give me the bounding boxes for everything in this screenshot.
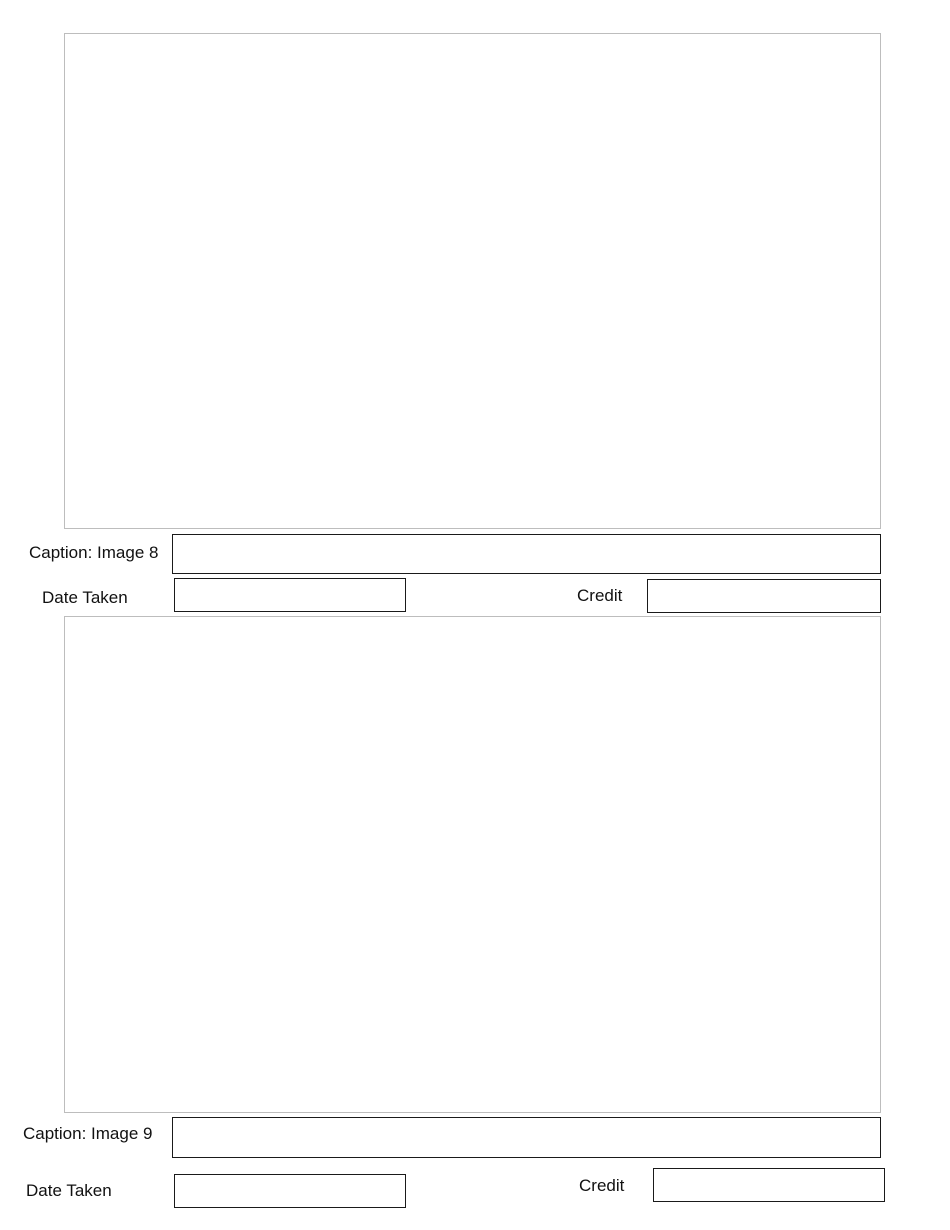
date-taken-image-9-label: Date Taken — [26, 1181, 112, 1200]
date-taken-image-8-field[interactable] — [174, 578, 406, 612]
image-9-frame[interactable] — [64, 616, 881, 1113]
image-8-frame[interactable] — [64, 33, 881, 529]
date-taken-image-8-label: Date Taken — [42, 588, 128, 607]
caption-image-9-label: Caption: Image 9 — [23, 1124, 153, 1143]
credit-image-9-label: Credit — [579, 1176, 625, 1195]
caption-image-8-field[interactable] — [172, 534, 881, 574]
credit-image-8-field[interactable] — [647, 579, 881, 613]
credit-image-9-field[interactable] — [653, 1168, 885, 1202]
caption-image-9-field[interactable] — [172, 1117, 881, 1158]
date-taken-image-9-field[interactable] — [174, 1174, 406, 1208]
caption-image-8-label: Caption: Image 8 — [29, 543, 159, 562]
credit-image-8-label: Credit — [577, 586, 623, 605]
